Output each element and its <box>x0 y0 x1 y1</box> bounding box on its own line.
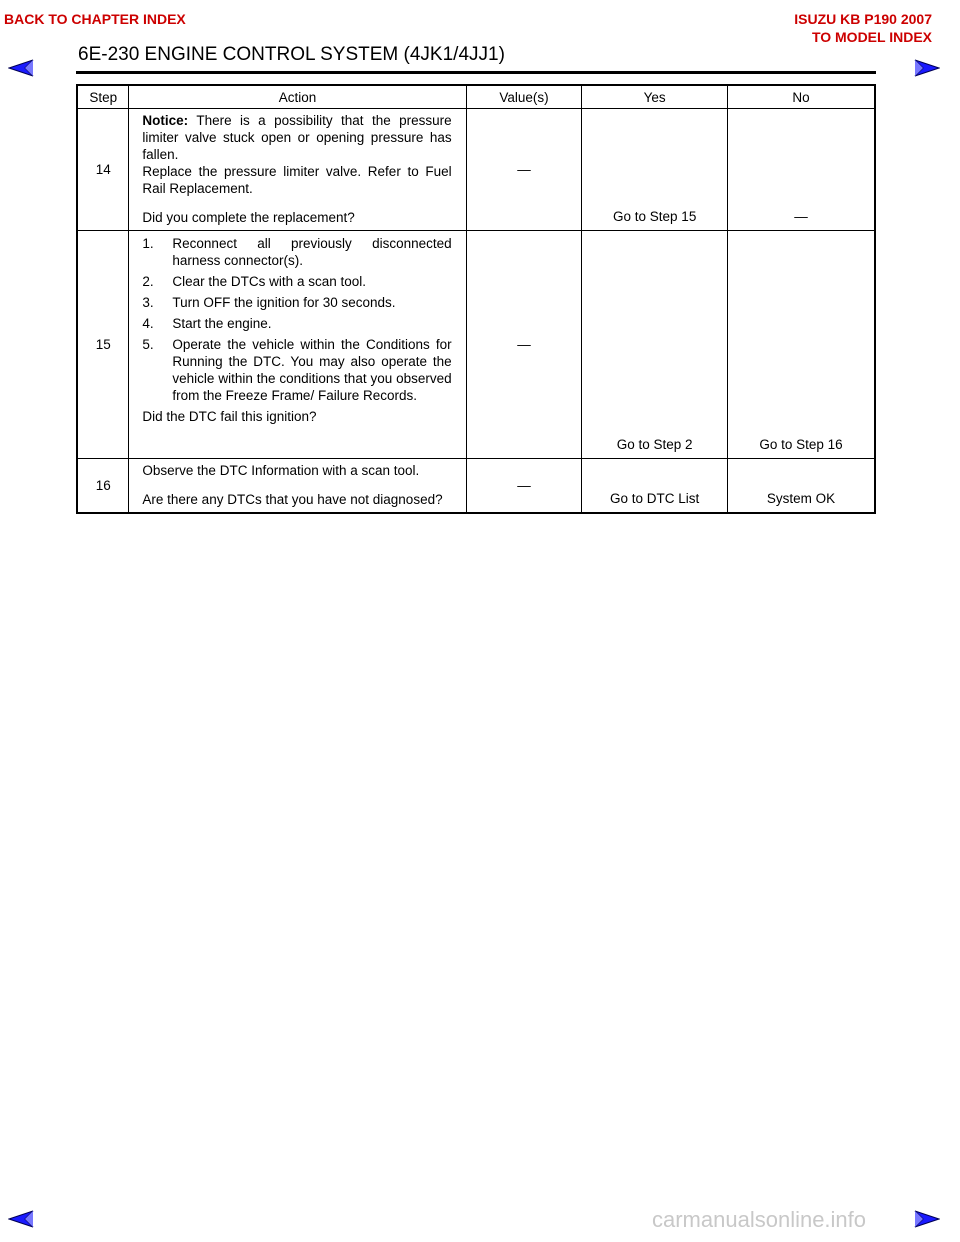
value-cell: — <box>466 231 582 459</box>
yes-cell <box>582 231 728 459</box>
action-question: Did the DTC fail this ignition? <box>142 409 317 424</box>
yes-text: Go to DTC List <box>610 491 700 506</box>
header-action: Action <box>129 85 466 109</box>
header-no: No <box>727 85 875 109</box>
action-cell <box>129 109 466 231</box>
no-cell <box>727 231 875 459</box>
value-cell: — <box>466 109 582 231</box>
next-page-arrow-icon[interactable] <box>914 1210 940 1228</box>
action-question: Did you complete the replacement? <box>142 210 355 225</box>
header-values: Value(s) <box>466 85 582 109</box>
page-title: 6E-230 ENGINE CONTROL SYSTEM (4JK1/4JJ1) <box>78 44 505 65</box>
table-row-step-15 <box>77 231 875 459</box>
table-header-row <box>77 85 875 109</box>
list-item: 1. Reconnect all previously disconnected harness connector(s). <box>142 236 452 268</box>
to-model-index-link[interactable]: TO MODEL INDEX <box>811 29 932 45</box>
title-divider <box>76 71 876 74</box>
list-item: 4. Start the engine. <box>142 316 272 331</box>
list-item: 3. Turn OFF the ignition for 30 seconds. <box>142 295 396 310</box>
action-instruction: Replace the pressure limiter valve. Refer to Fuel Rail Replacement. <box>142 164 452 196</box>
step-number: 16 <box>77 459 129 514</box>
watermark-text: carmanualsonline.info <box>652 1207 867 1232</box>
list-item: 2. Clear the DTCs with a scan tool. <box>142 274 366 289</box>
notice-paragraph <box>142 112 451 163</box>
no-text: System OK <box>766 491 836 506</box>
no-text: Go to Step 16 <box>759 437 843 452</box>
no-cell <box>727 109 875 231</box>
back-to-chapter-index-link[interactable]: BACK TO CHAPTER INDEX <box>4 11 186 27</box>
list-item: 5. Operate the vehicle within the Conditions for Running the DTC. You may also operate the vehicle within the conditions that you observed from the Freeze Frame/ Failure Records. <box>142 337 452 403</box>
previous-page-arrow-icon[interactable] <box>8 59 34 77</box>
header-yes: Yes <box>582 85 728 109</box>
yes-cell <box>582 459 728 514</box>
action-question: Are there any DTCs that you have not diagnosed? <box>142 492 443 507</box>
notice-text: There is a possibility that the pressure limiter valve stuck open or opening pressure has fallen. <box>142 113 452 162</box>
step-number: 15 <box>77 231 129 459</box>
yes-cell <box>582 109 728 231</box>
next-page-arrow-icon[interactable] <box>914 59 940 77</box>
action-cell <box>129 231 466 459</box>
action-step-list <box>142 235 451 404</box>
diagnostic-steps-table <box>76 84 876 514</box>
no-cell <box>727 459 875 514</box>
table-row-step-14 <box>77 109 875 231</box>
notice-label: Notice: <box>142 113 189 128</box>
table-row-step-16 <box>77 459 875 514</box>
step-number: 14 <box>77 109 129 231</box>
model-name: ISUZU KB P190 2007 <box>794 11 932 27</box>
yes-text: Go to Step 2 <box>616 437 693 452</box>
action-cell <box>129 459 466 514</box>
action-instruction: Observe the DTC Information with a scan tool. <box>142 463 420 478</box>
no-text: — <box>794 209 808 224</box>
previous-page-arrow-icon[interactable] <box>8 1210 34 1228</box>
header-step: Step <box>77 85 129 109</box>
yes-text: Go to Step 15 <box>613 209 697 224</box>
value-cell: — <box>466 459 582 514</box>
